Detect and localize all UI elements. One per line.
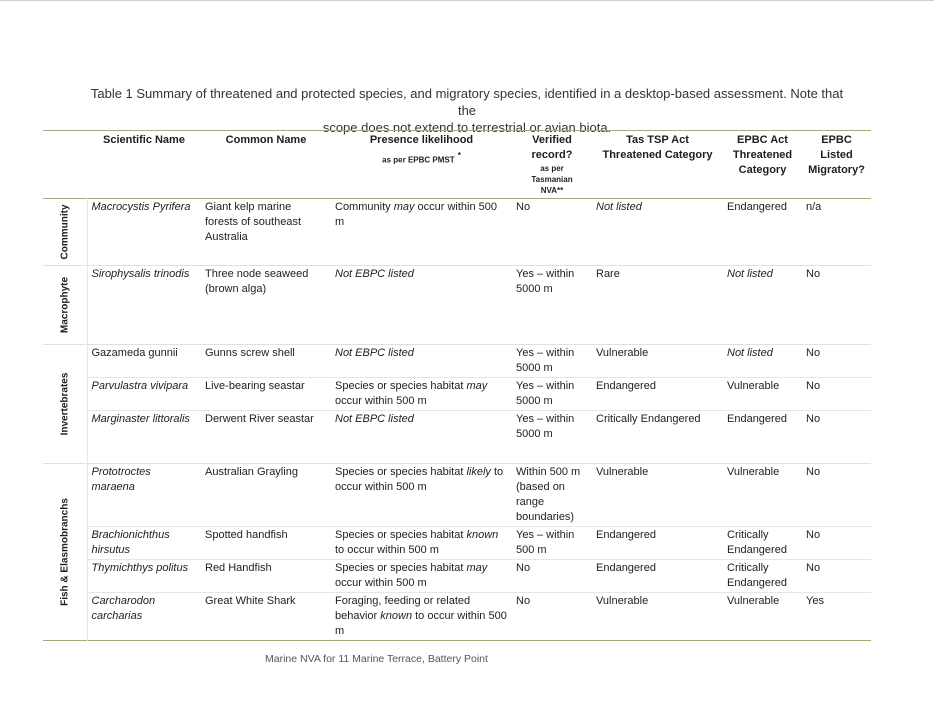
cell-verified: Yes – within 5000 m (516, 380, 575, 407)
table-row (43, 527, 871, 560)
species-table-wrapper (43, 130, 871, 641)
cell-scientific: Sirophysalis trinodis (91, 268, 190, 280)
presence-text: Not EBPC listed (335, 347, 414, 359)
cell-presence (331, 199, 512, 266)
table-caption (88, 85, 846, 136)
presence-emphasis: likely (466, 466, 491, 478)
cell-epbc: Vulnerable (727, 466, 780, 478)
group-label-invertebrates: Invertebrates (59, 372, 71, 436)
presence-emphasis: known (380, 610, 413, 622)
cell-scientific: Macrocystis Pyrifera (91, 201, 191, 213)
mig-line-2: Listed (820, 149, 853, 161)
cell-verified: No (516, 201, 531, 213)
presence-text: Not EBPC listed (335, 268, 414, 280)
cell-tas: Not listed (596, 201, 642, 213)
verified-sub-3: NVA** (540, 186, 564, 195)
cell-presence (331, 378, 512, 411)
presence-text: Community (335, 201, 394, 213)
table-row (43, 593, 871, 641)
verified-sub-2: Tasmanian (531, 175, 573, 184)
presence-text: Species or species habitat (335, 466, 467, 478)
presence-emphasis: may (466, 380, 488, 392)
table-row (43, 378, 871, 411)
cell-migratory: No (806, 347, 821, 359)
cell-migratory: n/a (806, 201, 822, 213)
presence-text-end: to occur within 500 m (335, 610, 507, 637)
cell-epbc: Critically Endangered (727, 562, 787, 589)
epbc-line-1: EPBC Act (737, 134, 788, 146)
cell-migratory: No (806, 268, 821, 280)
presence-emphasis: may (393, 201, 415, 213)
cell-verified: Yes – within 500 m (516, 529, 575, 556)
presence-text-end: occur within 500 m (335, 201, 498, 228)
cell-verified: Within 500 m (based on range boundaries) (516, 466, 581, 523)
header-group (43, 131, 87, 199)
tas-line-1: Tas TSP Act (626, 134, 689, 146)
cell-scientific: Marginaster littoralis (91, 413, 190, 425)
cell-presence (331, 464, 512, 527)
cell-epbc: Not listed (727, 347, 773, 359)
cell-migratory: No (806, 413, 821, 425)
cell-scientific: Carcharodon carcharias (91, 595, 156, 622)
table-row (43, 199, 871, 266)
cell-common: Derwent River seastar (205, 413, 314, 425)
cell-common: Australian Grayling (205, 466, 298, 478)
mig-line-3: Migratory? (808, 164, 865, 176)
cell-epbc: Vulnerable (727, 595, 780, 607)
top-divider (0, 0, 934, 1)
cell-verified: No (516, 595, 531, 607)
cell-common: Three node seaweed (brown alga) (205, 268, 309, 295)
cell-verified: Yes – within 5000 m (516, 347, 575, 374)
table-row (43, 266, 871, 345)
group-invertebrates (43, 345, 87, 464)
cell-migratory: Yes (806, 595, 824, 607)
header-epbc-migratory (802, 131, 871, 199)
cell-scientific: Parvulastra vivipara (91, 380, 189, 392)
verified-line-2: record? (531, 149, 573, 161)
cell-presence (331, 527, 512, 560)
group-community (43, 199, 87, 266)
cell-tas: Endangered (596, 529, 656, 541)
header-row (43, 131, 871, 199)
cell-presence (331, 266, 512, 345)
verified-line-1: Verified (532, 134, 572, 146)
species-table (43, 130, 871, 641)
presence-text: Foraging, feeding or related behavior (335, 595, 471, 622)
cell-tas: Rare (596, 268, 620, 280)
cell-migratory: No (806, 380, 821, 392)
presence-subtitle: as per EPBC PMST (382, 155, 455, 165)
cell-epbc: Endangered (727, 413, 787, 425)
header-verified-record (512, 131, 592, 199)
page-footer: Marine NVA for 11 Marine Terrace, Battery Point (265, 653, 488, 665)
cell-tas: Endangered (596, 562, 656, 574)
cell-presence (331, 593, 512, 641)
cell-verified: Yes – within 5000 m (516, 268, 575, 295)
cell-verified: No (516, 562, 531, 574)
cell-epbc: Vulnerable (727, 380, 780, 392)
cell-tas: Endangered (596, 380, 656, 392)
cell-common: Gunns screw shell (205, 347, 295, 359)
cell-common: Spotted handfish (205, 529, 288, 541)
cell-migratory: No (806, 562, 821, 574)
table-row (43, 411, 871, 464)
presence-text: Species or species habitat (335, 529, 467, 541)
presence-emphasis: known (466, 529, 499, 541)
cell-common: Giant kelp marine forests of southeast Australia (205, 201, 301, 243)
verified-sub-1: as per (540, 164, 564, 173)
mig-line-1: EPBC (821, 134, 852, 146)
presence-text-end: occur within 500 m (335, 395, 427, 407)
presence-text-end: to occur within 500 m (335, 466, 504, 493)
cell-scientific: Thymichthys politus (91, 562, 189, 574)
cell-epbc: Endangered (727, 201, 787, 213)
group-fish-elasmobranchs (43, 464, 87, 641)
cell-common: Live-bearing seastar (205, 380, 305, 392)
cell-scientific: Gazameda gunnii (91, 347, 178, 359)
cell-common: Red Handfish (205, 562, 272, 574)
tas-line-2: Threatened Category (602, 149, 713, 161)
header-scientific-name: Scientific Name (103, 134, 185, 146)
cell-tas: Critically Endangered (596, 413, 701, 425)
group-label-community: Community (59, 204, 71, 260)
presence-text: Species or species habitat (335, 562, 467, 574)
cell-common: Great White Shark (205, 595, 296, 607)
table-row (43, 464, 871, 527)
cell-epbc: Not listed (727, 268, 773, 280)
cell-scientific: Prototroctes maraena (91, 466, 151, 493)
cell-tas: Vulnerable (596, 466, 649, 478)
cell-scientific: Brachionichthus hirsutus (91, 529, 170, 556)
header-epbc-act (723, 131, 802, 199)
presence-text-end: to occur within 500 m (335, 544, 439, 556)
epbc-line-3: Category (738, 164, 787, 176)
presence-text: Species or species habitat (335, 380, 467, 392)
table-row (43, 560, 871, 593)
cell-migratory: No (806, 529, 821, 541)
cell-epbc: Critically Endangered (727, 529, 787, 556)
cell-migratory: No (806, 466, 821, 478)
group-label-fish: Fish & Elasmobranchs (59, 498, 71, 606)
epbc-line-2: Threatened (732, 149, 793, 161)
group-label-macrophyte: Macrophyte (59, 276, 71, 334)
cell-presence (331, 345, 512, 378)
presence-text: Not EBPC listed (335, 413, 414, 425)
cell-tas: Vulnerable (596, 595, 649, 607)
caption-line-2: scope does not extend to terrestrial or avian biota. (322, 120, 612, 135)
cell-presence (331, 560, 512, 593)
caption-line-1: Table 1 Summary of threatened and protected species, and migratory species, identified in a desktop-based assessment. Note that the (90, 86, 844, 118)
presence-text-end: occur within 500 m (335, 577, 427, 589)
presence-footnote-mark: * (457, 151, 461, 160)
cell-presence (331, 411, 512, 464)
presence-title: Presence likelihood (369, 134, 474, 146)
presence-emphasis: may (466, 562, 488, 574)
cell-verified: Yes – within 5000 m (516, 413, 575, 440)
cell-tas: Vulnerable (596, 347, 649, 359)
group-macrophyte (43, 266, 87, 345)
header-tas-tsp-act (592, 131, 723, 199)
header-presence-likelihood (331, 131, 512, 199)
header-common-name: Common Name (225, 134, 307, 146)
table-row (43, 345, 871, 378)
